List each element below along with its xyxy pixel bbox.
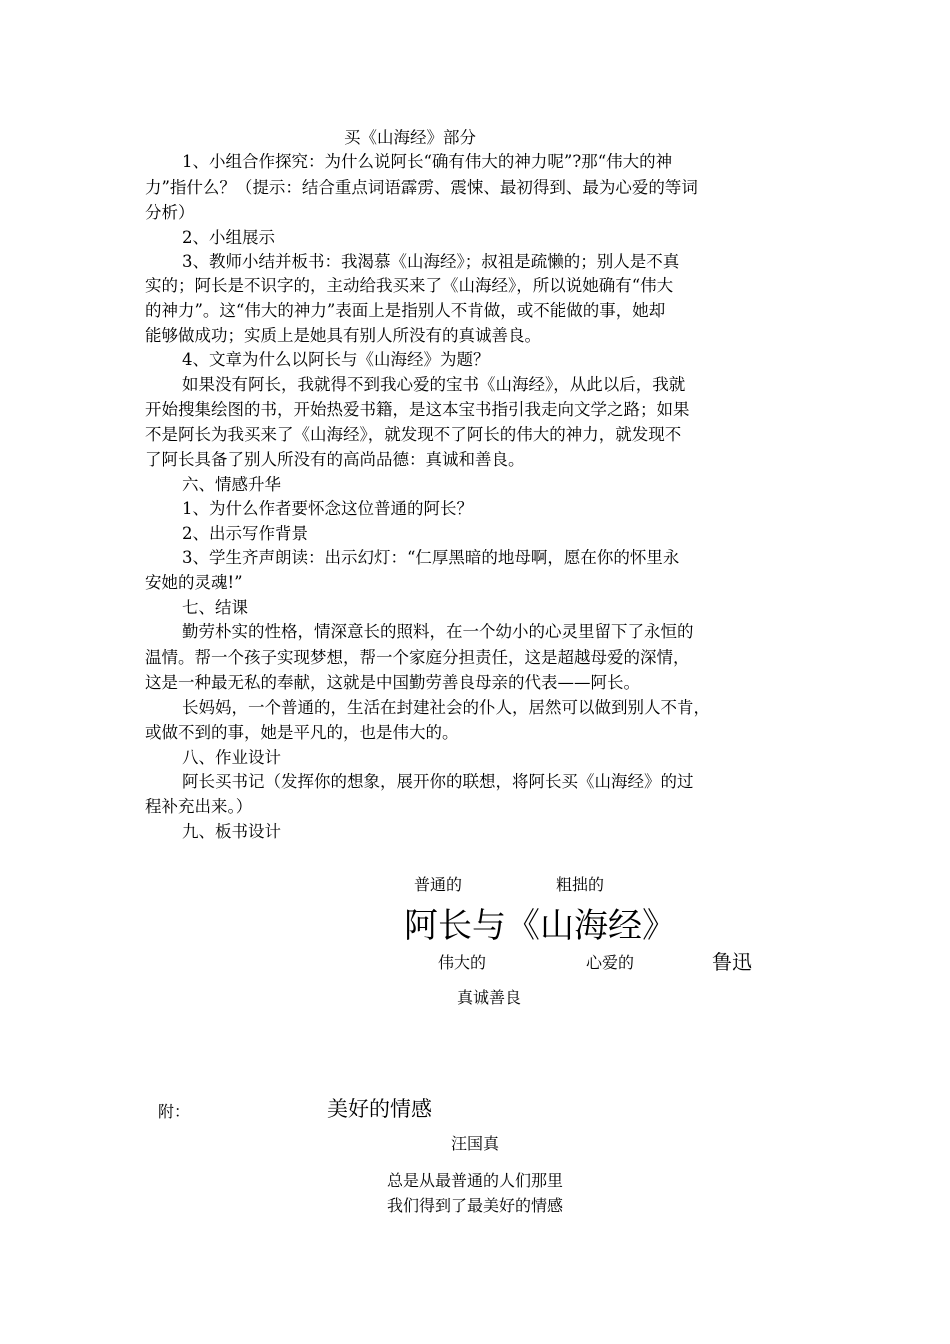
text-line: 4、文章为什么以阿长与《山海经》为题？ bbox=[182, 350, 490, 369]
board-left-bottom: 伟大的 bbox=[438, 953, 487, 972]
text-line: 实的；阿长是不识字的，主动给我买来了《山海经》，所以说她确有“伟大 bbox=[145, 276, 674, 295]
text-line: 如果没有阿长，我就得不到我心爱的宝书《山海经》，从此以后，我就 bbox=[182, 375, 686, 394]
text-line: 这是一种最无私的奉献，这就是中国勤劳善良母亲的代表——阿长。 bbox=[145, 673, 640, 692]
text-line: 分析） bbox=[145, 203, 195, 222]
board-right-bottom: 心爱的 bbox=[586, 953, 635, 972]
heading-line: 九、板书设计 bbox=[182, 822, 281, 841]
heading-line: 七、结课 bbox=[182, 598, 248, 617]
text-line: 或做不到的事，她是平凡的，也是伟大的。 bbox=[145, 723, 459, 742]
appendix-title: 美好的情感 bbox=[327, 1097, 432, 1121]
text-line: 不是阿长为我买来了《山海经》，就发现不了阿长的伟大的神力，就发现不 bbox=[145, 425, 682, 444]
text-line: 3、学生齐声朗读：出示幻灯：“仁厚黑暗的地母啊，愿在你的怀里永 bbox=[182, 548, 680, 567]
poem-line: 我们得到了最美好的情感 bbox=[386, 1196, 563, 1215]
text-line: 2、小组展示 bbox=[182, 228, 275, 247]
text-line: 1、小组合作探究：为什么说阿长“确有伟大的神力呢”?那“伟大的神 bbox=[182, 152, 673, 171]
appendix-author: 汪国真 bbox=[450, 1134, 499, 1153]
text-line: 阿长买书记（发挥你的想象，展开你的联想，将阿长买《山海经》的过 bbox=[182, 772, 694, 791]
text-line: 2、出示写作背景 bbox=[182, 524, 308, 543]
text-line: 安她的灵魂!” bbox=[145, 573, 243, 592]
text-line: 了阿长具备了别人所没有的高尚品德：真诚和善良。 bbox=[145, 450, 525, 469]
text-line: 温情。帮一个孩子实现梦想，帮一个家庭分担责任，这是超越母爱的深情， bbox=[145, 648, 690, 667]
heading-line: 八、作业设计 bbox=[182, 748, 281, 767]
text-line: 开始搜集绘图的书，开始热爱书籍，是这本宝书指引我走向文学之路；如果 bbox=[145, 400, 690, 419]
board-left-top: 普通的 bbox=[414, 875, 463, 894]
text-line: 长妈妈，一个普通的，生活在封建社会的仆人，居然可以做到别人不肯， bbox=[182, 698, 710, 717]
text-line: 程补充出来。） bbox=[145, 797, 253, 816]
section-title: 买《山海经》部分 bbox=[344, 128, 476, 147]
poem-line: 总是从最普通的人们那里 bbox=[386, 1171, 563, 1190]
board-right-top: 粗拙的 bbox=[556, 875, 605, 894]
board-author: 鲁迅 bbox=[712, 950, 752, 974]
board-title: 阿长与《山海经》 bbox=[404, 906, 676, 946]
text-line: 1、为什么作者要怀念这位普通的阿长？ bbox=[182, 499, 473, 518]
board-center-bottom: 真诚善良 bbox=[457, 988, 522, 1007]
appendix-label: 附： bbox=[158, 1102, 191, 1121]
text-line: 勤劳朴实的性格，情深意长的照料，在一个幼小的心灵里留下了永恒的 bbox=[182, 622, 694, 641]
text-line: 能够做成功；实质上是她具有别人所没有的真诚善良。 bbox=[145, 326, 541, 345]
text-line: 力”指什么？（提示：结合重点词语霹雳、震悚、最初得到、最为心爱的等词 bbox=[145, 178, 698, 197]
text-line: 的神力”。这“伟大的神力”表面上是指别人不肯做，或不能做的事，她却 bbox=[145, 301, 666, 320]
heading-line: 六、情感升华 bbox=[182, 475, 281, 494]
text-line: 3、教师小结并板书：我渴慕《山海经》；叔祖是疏懒的；别人是不真 bbox=[182, 252, 680, 271]
